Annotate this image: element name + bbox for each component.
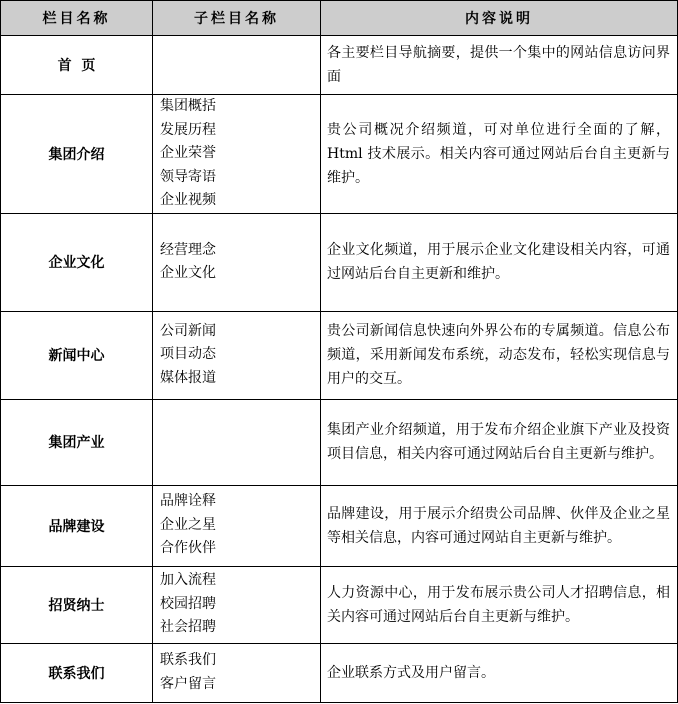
description-cell: 企业文化频道，用于展示企业文化建设相关内容，可通过网站后台自主更新和维护。: [321, 213, 678, 311]
list-item: 企业荣誉: [160, 145, 216, 161]
list-item: 发展历程: [160, 121, 216, 138]
subcategory-cell: [153, 399, 321, 485]
description-cell: 贵公司概况介绍频道，可对单位进行全面的了解，Html 技术展示。相关内容可通过网站后台自主更新与维护。: [321, 95, 678, 214]
description-cell: 人力资源中心，用于发布展示贵公司人才招聘信息，相关内容可通过网站后台自主更新与维护。: [321, 566, 678, 643]
description-cell: 各主要栏目导航摘要，提供一个集中的网站信息访问界面: [321, 36, 678, 95]
list-item: 集团概括: [160, 98, 216, 114]
list-item: 校园招聘: [160, 595, 216, 612]
table-row: [1, 485, 678, 566]
category-cell: 集团产业: [1, 399, 153, 485]
header-subcolumn-name: 子栏目名称: [153, 1, 321, 36]
category-cell: 首 页: [1, 36, 153, 95]
description-cell: 企业联系方式及用户留言。: [321, 643, 678, 702]
list-item: 合作伙伴: [160, 540, 216, 557]
subcategory-cell: [153, 643, 321, 702]
subcategory-cell: [153, 213, 321, 311]
subcategory-cell: [153, 485, 321, 566]
subcategory-cell: [153, 311, 321, 399]
list-item: 项目动态: [160, 346, 216, 363]
category-cell: 品牌建设: [1, 485, 153, 566]
category-cell: 联系我们: [1, 643, 153, 702]
table-row: [1, 36, 678, 95]
list-item: 领导寄语: [160, 168, 216, 185]
category-cell: 新闻中心: [1, 311, 153, 399]
description-cell: 品牌建设，用于展示介绍贵公司品牌、伙伴及企业之星等相关信息，内容可通过网站自主更新与维护。: [321, 485, 678, 566]
list-item: 客户留言: [160, 675, 216, 692]
description-cell: 贵公司新闻信息快速向外界公布的专属频道。信息公布频道，采用新闻发布系统，动态发布，轻松实现信息与用户的交互。: [321, 311, 678, 399]
description-cell: 集团产业介绍频道，用于发布介绍企业旗下产业及投资项目信息，相关内容可通过网站后台自主更新与维护。: [321, 399, 678, 485]
category-cell: 集团介绍: [1, 95, 153, 214]
header-row: [1, 1, 678, 36]
table-row: [1, 95, 678, 214]
list-item: 品牌诠释: [160, 493, 216, 510]
header-content-description: 内容说明: [321, 1, 678, 36]
list-item: 公司新闻: [160, 322, 216, 339]
table-row: [1, 311, 678, 399]
list-item: 企业文化: [160, 265, 216, 281]
table-row: [1, 399, 678, 485]
table-row: [1, 213, 678, 311]
category-cell: 企业文化: [1, 213, 153, 311]
list-item: 企业之星: [160, 516, 216, 533]
list-item: 社会招聘: [160, 619, 216, 636]
list-item: 经营理念: [160, 241, 216, 258]
list-item: 企业视频: [160, 192, 216, 208]
subcategory-cell: [153, 566, 321, 643]
list-item: 媒体报道: [160, 369, 216, 386]
category-cell: 招贤纳士: [1, 566, 153, 643]
subcategory-cell: [153, 95, 321, 214]
header-column-name: 栏目名称: [1, 1, 153, 36]
subcategory-cell: [153, 36, 321, 95]
list-item: 加入流程: [160, 572, 216, 589]
list-item: 联系我们: [160, 652, 216, 668]
table-row: [1, 643, 678, 702]
table-row: [1, 566, 678, 643]
